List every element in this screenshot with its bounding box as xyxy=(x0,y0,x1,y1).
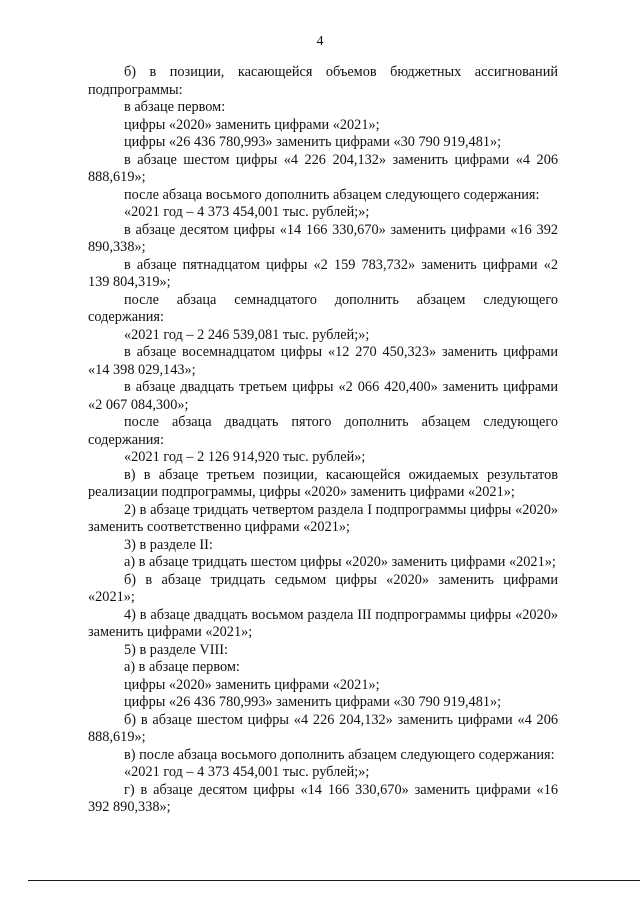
paragraph: цифры «26 436 780,993» заменить цифрами «30 790 919,481»; xyxy=(124,134,502,150)
paragraph: «2021 год – 4 373 454,001 тыс. рублей;»; xyxy=(124,764,370,780)
paragraph: б) в позиции, касающейся объемов бюджетных ассигнований подпрограммы: xyxy=(88,64,558,98)
paragraph: после абзаца восьмого дополнить абзацем следующего содержания: xyxy=(124,186,540,203)
paragraph: а) в абзаце тридцать шестом цифры «2020» заменить цифрами «2021»; xyxy=(124,554,556,570)
paragraph: в абзаце двадцать третьем цифры «2 066 420,400» заменить цифрами «2 067 084,300»; xyxy=(88,379,558,413)
paragraph: в) в абзаце третьем позиции, касающейся ожидаемых результатов реализации подпрограммы, цифры «2020» заменить цифрами «2021»; xyxy=(88,466,558,500)
paragraph: «2021 год – 2 246 539,081 тыс. рублей;»; xyxy=(124,326,370,343)
paragraph: «2021 год – 2 126 914,920 тыс. рублей»; xyxy=(124,449,366,465)
paragraph: 3) в разделе II: xyxy=(124,536,213,553)
paragraph: б) в абзаце тридцать седьмом цифры «2020» заменить цифрами «2021»; xyxy=(88,571,558,605)
paragraph: в абзаце пятнадцатом цифры «2 159 783,732» заменить цифрами «2 139 804,319»; xyxy=(88,256,558,290)
paragraph: цифры «26 436 780,993» заменить цифрами «30 790 919,481»; xyxy=(124,694,502,710)
bottom-rule-line xyxy=(28,880,640,881)
paragraph: в абзаце десятом цифры «14 166 330,670» заменить цифрами «16 392 890,338»; xyxy=(88,221,558,255)
page-number: 4 xyxy=(316,34,324,49)
paragraph: «2021 год – 4 373 454,001 тыс. рублей;»; xyxy=(124,204,370,220)
document-body xyxy=(88,64,558,817)
paragraph: в абзаце восемнадцатом цифры «12 270 450,323» заменить цифрами «14 398 029,143»; xyxy=(88,344,558,378)
paragraph: после абзаца семнадцатого дополнить абзацем следующего содержания: xyxy=(88,291,558,325)
paragraph: в абзаце шестом цифры «4 226 204,132» заменить цифрами «4 206 888,619»; xyxy=(88,151,558,185)
paragraph: в абзаце первом: xyxy=(124,99,226,115)
paragraph: 4) в абзаце двадцать восьмом раздела III подпрограммы цифры «2020» заменить цифрами «2021»; xyxy=(88,606,558,640)
paragraph: г) в абзаце десятом цифры «14 166 330,670» заменить цифрами «16 392 890,338»; xyxy=(88,781,558,815)
paragraph: в) после абзаца восьмого дополнить абзацем следующего содержания: xyxy=(124,746,555,763)
paragraph: 5) в разделе VIII: xyxy=(124,641,228,658)
paragraph: после абзаца двадцать пятого дополнить абзацем следующего содержания: xyxy=(88,414,558,448)
paragraph: 2) в абзаце тридцать четвертом раздела I подпрограммы цифры «2020» заменить соответственно цифрами «2021»; xyxy=(88,501,558,535)
paragraph: а) в абзаце первом: xyxy=(124,659,240,675)
paragraph: цифры «2020» заменить цифрами «2021»; xyxy=(124,676,380,693)
paragraph: б) в абзаце шестом цифры «4 226 204,132» заменить цифрами «4 206 888,619»; xyxy=(88,711,558,745)
paragraph: цифры «2020» заменить цифрами «2021»; xyxy=(124,116,380,133)
